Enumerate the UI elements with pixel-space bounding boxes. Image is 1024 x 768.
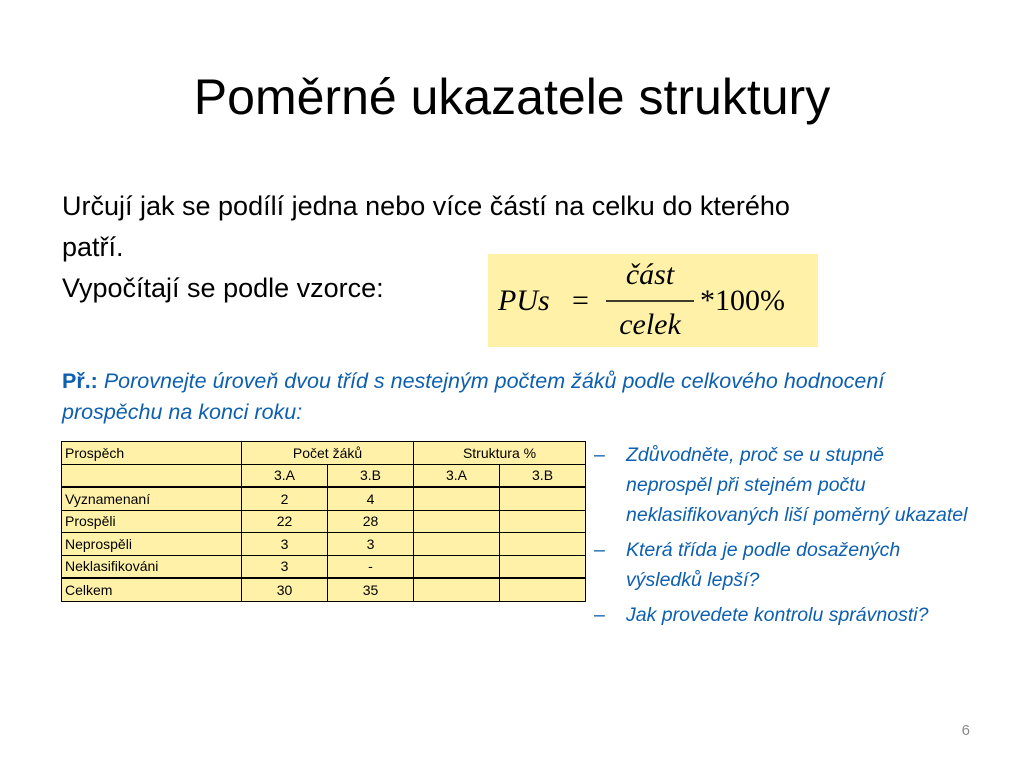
slide-title: Poměrné ukazatele struktury xyxy=(193,69,831,125)
cell-value: 2 xyxy=(242,487,328,510)
table-row xyxy=(62,533,586,556)
cell-value: 4 xyxy=(328,487,414,510)
cell-value: - xyxy=(328,555,414,578)
row-label: Celkem xyxy=(62,578,242,601)
row-label: Neklasifikováni xyxy=(62,555,242,578)
header-cell: Struktura % xyxy=(414,442,586,465)
header-cell: Počet žáků xyxy=(242,442,414,465)
intro-line: Vypočítají se podle vzorce: xyxy=(62,273,384,303)
formula-factor: *100% xyxy=(700,284,785,317)
cell-value xyxy=(414,510,500,533)
row-label: Prospěli xyxy=(62,510,242,533)
cell-value xyxy=(500,487,586,510)
question-text: Jak provedete kontrolu správnosti? xyxy=(626,604,929,626)
page-number: 6 xyxy=(961,722,970,739)
formula-box xyxy=(488,254,818,347)
subheader-cell xyxy=(62,464,242,487)
cell-value xyxy=(500,555,586,578)
table-row xyxy=(62,555,586,578)
cell-value xyxy=(500,533,586,556)
list-item xyxy=(594,600,974,630)
subheader-cell: 3.A xyxy=(242,464,328,487)
formula xyxy=(488,254,818,347)
row-label: Vyznamenaní xyxy=(62,487,242,510)
subheader-cell: 3.B xyxy=(500,464,586,487)
table-row xyxy=(62,510,586,533)
cell-value xyxy=(500,578,586,601)
table-header-row xyxy=(62,442,586,465)
intro-line: Určují jak se podílí jedna nebo více částí na celku do kterého xyxy=(62,191,790,221)
table-subheader-row xyxy=(62,464,586,487)
cell-value xyxy=(414,533,500,556)
cell-value: 30 xyxy=(242,578,328,601)
question-text: Která třída je podle dosažených výsledků lepší? xyxy=(626,539,901,591)
list-item xyxy=(594,440,974,530)
formula-numerator: část xyxy=(625,258,675,291)
cell-value xyxy=(500,510,586,533)
dash-bullet: – xyxy=(594,604,605,626)
header-cell: Prospěch xyxy=(62,442,242,465)
formula-equals: = xyxy=(572,284,589,317)
example-lead: Př.: xyxy=(62,369,98,393)
cell-value: 3 xyxy=(242,533,328,556)
formula-lhs: PUs xyxy=(498,284,550,317)
cell-value xyxy=(414,578,500,601)
cell-value xyxy=(414,487,500,510)
subheader-cell: 3.B xyxy=(328,464,414,487)
question-text: Zdůvodněte, proč se u stupně neprospěl při stejném počtu neklasifikovaných liší poměrný ukazatel xyxy=(626,444,968,526)
example-text xyxy=(62,366,942,428)
table-row xyxy=(62,487,586,510)
list-item xyxy=(594,535,974,595)
dash-bullet: – xyxy=(594,539,605,561)
formula-denominator: celek xyxy=(619,308,681,341)
cell-value: 28 xyxy=(328,510,414,533)
cell-value: 22 xyxy=(242,510,328,533)
intro-line: patří. xyxy=(62,232,124,262)
cell-value: 35 xyxy=(328,578,414,601)
example-question: Porovnejte úroveň dvou tříd s nestejným počtem žáků podle celkového hodnocení prospěchu na konci roku: xyxy=(62,369,885,424)
cell-value: 3 xyxy=(242,555,328,578)
subheader-cell: 3.A xyxy=(414,464,500,487)
questions-list xyxy=(594,440,974,635)
row-label: Neprospěli xyxy=(62,533,242,556)
table-total-row xyxy=(62,578,586,601)
data-table xyxy=(61,441,586,602)
cell-value xyxy=(414,555,500,578)
dash-bullet: – xyxy=(594,444,605,466)
cell-value: 3 xyxy=(328,533,414,556)
